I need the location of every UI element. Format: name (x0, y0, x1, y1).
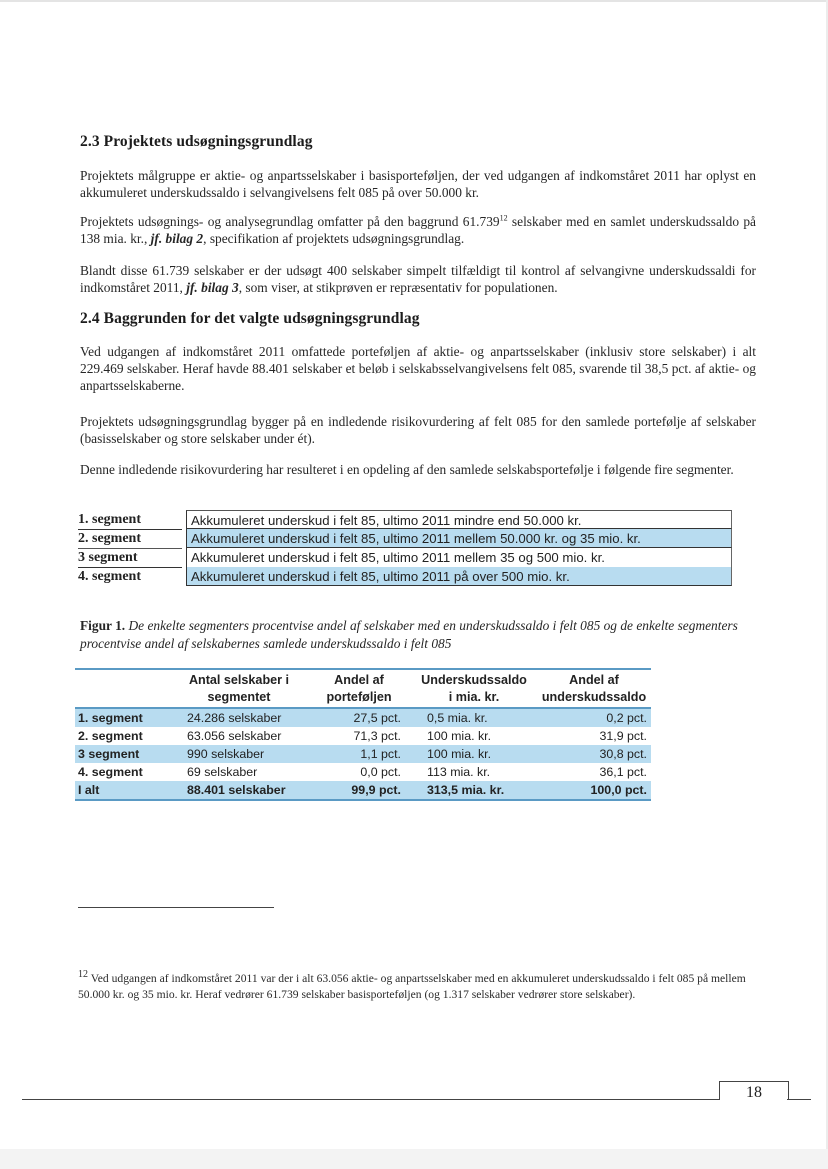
segment-description: Akkumuleret underskud i felt 85, ultimo 2011 mellem 50.000 kr. og 35 mio. kr. (186, 529, 732, 548)
section-2-3-paragraph-2: Projektets udsøgnings- og analysegrundlag omfatter på den baggrund 61.739$^{12}$ selskaber med en samlet underskudssaldo på 138 mia. kr., jf. bilag 2, specifikation af projektets udsøgningsgrundlag. (80, 213, 756, 246)
section-2-4-paragraph-3: Denne indledende risikovurdering har resulteret i en opdeling af den samlede selskabsportefølje i følgende fire segmenter. (80, 462, 734, 477)
footer-rule-right (787, 1099, 811, 1100)
bilag-3-reference: jf. bilag 3 (186, 280, 239, 295)
column-header-andel: Andel af porteføljen (326, 673, 392, 704)
column-header-andel-saldo: Andel af underskudssaldo (541, 673, 647, 704)
segment-definition-table (78, 510, 736, 586)
figure-caption: Figur 1. De enkelte segmenters procentvise andel af selskaber med en underskudssaldo i felt 085 og de enkelte segmenters procentvise andel af selskabernes samlede underskudssaldo i felt 085 (80, 618, 738, 651)
segment-label: 1. segment (78, 510, 182, 530)
column-header-antal: Antal selskaber i segmentet (188, 673, 290, 704)
table-top-rule (75, 668, 651, 670)
segment-label: 3 segment (78, 548, 182, 568)
segment-label: 2. segment (78, 529, 182, 549)
top-edge (0, 0, 828, 2)
table-row: 1. segment 24.286 selskaber 27,5 pct. 0,5 mia. kr. 0,2 pct. (75, 709, 651, 727)
table-total-row: I alt 88.401 selskaber 99,9 pct. 313,5 mia. kr. 100,0 pct. (75, 781, 651, 799)
segment-description: Akkumuleret underskud i felt 85, ultimo 2011 mindre end 50.000 kr. (186, 510, 732, 529)
segment-label: 4. segment (78, 569, 141, 584)
footnote: $^{12}$ Ved udgangen af indkomståret 2011 var der i alt 63.056 aktie- og anpartsselskaber med en akkumuleret underskudssaldo i felt 085 på mellem 50.000 kr. og 35 mio. kr. Heraf vedrører 61.739 selskaber basisporteføljen (og 1.317 selskaber vedrører store selskaber). (78, 969, 746, 1001)
page-number: 18 (719, 1081, 789, 1100)
section-2-3-paragraph-3: Blandt disse 61.739 selskaber er der udsøgt 400 selskaber simpelt tilfældigt til kontrol af selvangivne underskudssaldi for indkomståret 2011, jf. bilag 3, som viser, at stikprøven er repræsentativ for populationen. (80, 263, 756, 295)
table-row: 2. segment 63.056 selskaber 71,3 pct. 100 mia. kr. 31,9 pct. (78, 729, 647, 743)
footnote-ref-12: 12 (499, 213, 508, 223)
section-2-3-paragraph-1: Projektets målgruppe er aktie- og anpartsselskaber i basisporteføljen, der ved udgangen af indkomståret 2011 har oplyst en akkumuleret underskudssaldo i selvangivelsens felt 085 på over 50.000 kr. (80, 168, 756, 200)
table-row: 4. segment 69 selskaber 0,0 pct. 113 mia. kr. 36,1 pct. (78, 765, 647, 779)
section-2-3-heading: 2.3 Projektets udsøgningsgrundlag (80, 133, 313, 150)
segment-row (78, 567, 736, 586)
section-2-4-paragraph-2: Projektets udsøgningsgrundlag bygger på en indledende risikovurdering af felt 085 for den samlede portefølje af selskaber (basisselskaber og store selskaber under ét). (80, 414, 756, 446)
section-2-4-paragraph-1: Ved udgangen af indkomståret 2011 omfattede porteføljen af aktie- og anpartsselskaber (inklusiv store selskaber) i alt 229.469 selskaber. Heraf havde 88.401 selskaber et beløb i selskabsselvangivelsens felt 085, svarende til 38,5 pct. af aktie- og anpartsselskaberne. (80, 344, 756, 393)
bilag-2-reference: jf. bilag 2 (150, 231, 204, 246)
column-header-saldo: Underskudssaldo i mia. kr. (421, 673, 527, 704)
segment-row (78, 510, 736, 529)
footer-rule (22, 1099, 720, 1100)
table-bottom-rule (75, 799, 651, 801)
figure-label: Figur 1. (80, 618, 126, 633)
section-2-4-heading: 2.4 Baggrunden for det valgte udsøgningsgrundlag (80, 310, 420, 327)
segment-row (78, 548, 736, 567)
segment-description: Akkumuleret underskud i felt 85, ultimo 2011 mellem 35 og 500 mio. kr. (186, 548, 732, 567)
bottom-shade (0, 1149, 828, 1169)
footnote-separator (78, 907, 274, 908)
segment-row (78, 529, 736, 548)
table-row: 3 segment 990 selskaber 1,1 pct. 100 mia. kr. 30,8 pct. (75, 745, 651, 763)
segment-description: Akkumuleret underskud i felt 85, ultimo 2011 på over 500 mio. kr. (186, 567, 732, 586)
footnote-number: 12 (78, 969, 88, 981)
